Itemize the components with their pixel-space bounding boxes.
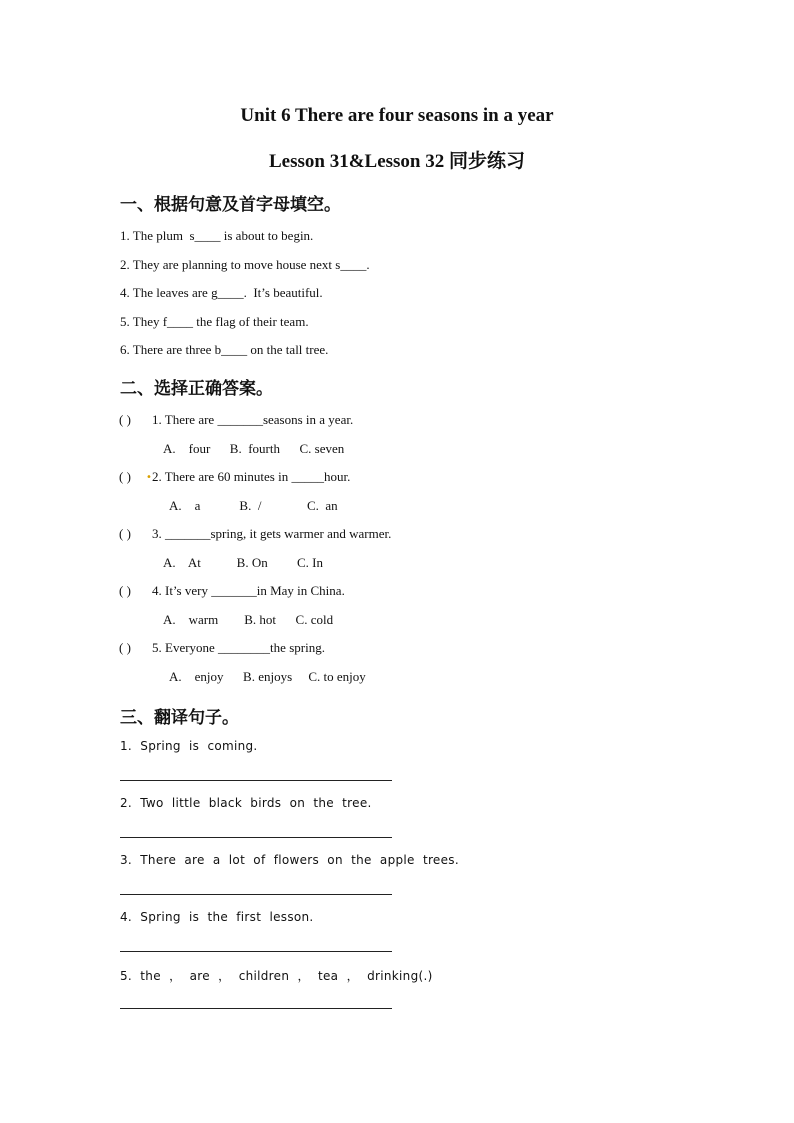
answer-line[interactable]	[120, 1008, 392, 1009]
translate-item: 1. Spring is coming.	[120, 739, 258, 753]
section3-heading: 三、翻译句子。	[120, 708, 239, 728]
fill-item: 5. They f____ the flag of their team.	[120, 314, 309, 329]
translate-item: 4. Spring is the first lesson.	[120, 910, 314, 924]
answer-line[interactable]	[120, 894, 392, 895]
translate-item: 3. There are a lot of flowers on the apple trees.	[120, 853, 459, 867]
answer-line[interactable]	[120, 780, 392, 781]
choice-question: 2. There are 60 minutes in _____hour.	[152, 469, 351, 484]
answer-paren[interactable]: ( )	[119, 640, 131, 655]
translate-item: 5. the ， are ， children ， tea ， drinking(.)	[120, 969, 433, 983]
fill-item: 6. There are three b____ on the tall tree.	[120, 342, 329, 357]
dot-mark-icon: •	[146, 472, 152, 483]
choice-options: A. four B. fourth C. seven	[163, 441, 345, 456]
unit-title: Unit 6 There are four seasons in a year	[240, 105, 554, 126]
section2-heading: 二、选择正确答案。	[120, 379, 273, 399]
fill-item: 4. The leaves are g____. It’s beautiful.	[120, 285, 323, 300]
choice-options: A. warm B. hot C. cold	[163, 612, 334, 627]
choice-options: A. enjoy B. enjoys C. to enjoy	[169, 669, 366, 684]
answer-paren[interactable]: ( )	[119, 469, 131, 484]
fill-item: 1. The plum s____ is about to begin.	[120, 228, 314, 243]
section1-heading: 一、根据句意及首字母填空。	[120, 195, 341, 215]
answer-line[interactable]	[120, 837, 392, 838]
choice-question: 4. It’s very _______in May in China.	[152, 583, 345, 598]
choice-options: A. a B. / C. an	[169, 498, 338, 513]
answer-paren[interactable]: ( )	[119, 412, 131, 427]
choice-options: A. At B. On C. In	[163, 555, 323, 570]
choice-question: 1. There are _______seasons in a year.	[152, 412, 354, 427]
answer-paren[interactable]: ( )	[119, 583, 131, 598]
answer-line[interactable]	[120, 951, 392, 952]
choice-question: 3. _______spring, it gets warmer and warmer.	[152, 526, 392, 541]
choice-question: 5. Everyone ________the spring.	[152, 640, 325, 655]
translate-item: 2. Two little black birds on the tree.	[120, 796, 372, 810]
lesson-subtitle: Lesson 31&Lesson 32 同步练习	[269, 151, 525, 172]
fill-item: 2. They are planning to move house next s____.	[120, 257, 370, 272]
answer-paren[interactable]: ( )	[119, 526, 131, 541]
